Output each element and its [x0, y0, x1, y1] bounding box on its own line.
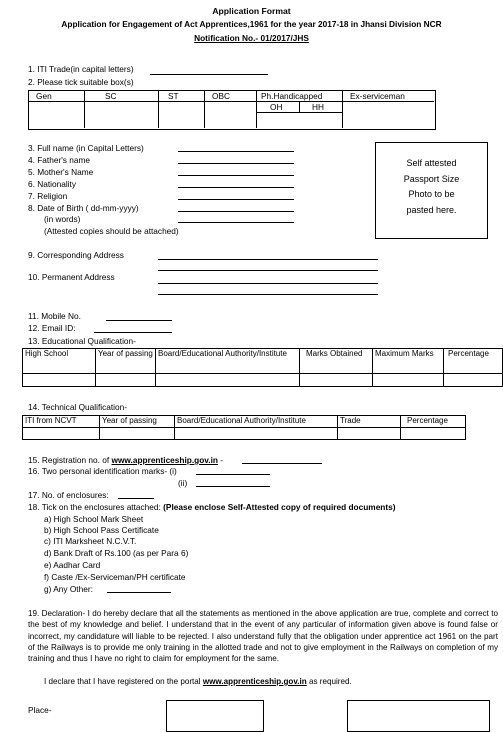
religion-field[interactable]: [178, 199, 294, 200]
mother-name-field[interactable]: [178, 175, 294, 176]
mobile-field[interactable]: [106, 320, 172, 321]
item-nationality-label: 6. Nationality: [28, 179, 76, 189]
corresponding-address-field-2[interactable]: [158, 270, 378, 271]
permanent-address-field-2[interactable]: [158, 294, 378, 295]
tech-header-board: Board/Educational Authority/Institute: [175, 416, 338, 428]
educational-qualification-table: [22, 348, 503, 387]
father-name-field[interactable]: [178, 163, 294, 164]
signature-box[interactable]: [347, 700, 490, 732]
item-registration-label: 15. Registration no. of www.apprenticeship.gov.in -: [28, 455, 224, 465]
form-subtitle: Application for Engagement of Act Apprentices,1961 for the year 2017-18 in Jhansi Division NCR: [61, 19, 442, 29]
item-enclosures-count-label: 17. No. of enclosures:: [28, 490, 109, 500]
item-permanent-address-label: 10. Permanent Address: [28, 272, 115, 282]
technical-qualification-table: [22, 415, 466, 440]
photo-box[interactable]: [375, 142, 488, 239]
enclosure-item[interactable]: d) Bank Draft of Rs.100 (as per Para 6): [44, 548, 189, 558]
edu-header-year-of-passing: Year of passing: [96, 349, 156, 374]
item-tick-box-label: 2. Please tick suitable box(s): [28, 77, 134, 87]
enclosure-item[interactable]: c) ITI Marksheet N.C.V.T.: [44, 536, 137, 546]
edu-header-marks-obtained: Marks Obtained: [300, 349, 373, 374]
edu-header-high-school: High School: [23, 349, 96, 374]
edu-header-board: Board/Educational Authority/Institute: [156, 349, 300, 374]
category-ph-oh: OH: [270, 102, 283, 112]
identification-mark-2-label: (ii): [178, 478, 188, 488]
edu-cell-year[interactable]: [96, 374, 156, 387]
nationality-field[interactable]: [178, 187, 294, 188]
photo-box-line-3: Photo to be: [408, 189, 455, 199]
form-title: Application Format: [212, 6, 291, 16]
place-label: Place-: [28, 705, 52, 715]
category-ph: Ph.Handicapped: [261, 91, 323, 101]
iti-trade-field[interactable]: [150, 74, 268, 75]
email-field[interactable]: [94, 332, 172, 333]
category-gen: Gen: [36, 91, 52, 101]
enclosure-item[interactable]: a) High School Mark Sheet: [44, 514, 144, 524]
edu-header-maximum-marks: Maximum Marks: [373, 349, 444, 374]
registration-number-field[interactable]: [242, 463, 322, 464]
registration-portal-link[interactable]: www.apprenticeship.gov.in: [111, 455, 218, 465]
photo-box-line-1: Self attested: [406, 158, 457, 168]
item-dob-label: 8. Date of Birth ( dd-mm-yyyy): [28, 203, 139, 213]
edu-cell-board[interactable]: [156, 374, 300, 387]
item-mobile-label: 11. Mobile No.: [28, 311, 81, 321]
item-educational-qualification-label: 13. Educational Qualification-: [28, 336, 136, 346]
category-sc: SC: [105, 91, 117, 101]
edu-cell-percentage[interactable]: [444, 374, 503, 387]
tech-header-year-of-passing: Year of passing: [100, 416, 175, 428]
tech-cell-percentage[interactable]: [401, 428, 466, 440]
enclosures-count-field[interactable]: [118, 498, 154, 499]
declaration-portal-link[interactable]: www.apprenticeship.gov.in: [202, 677, 307, 686]
item-technical-qualification-label: 14. Technical Qualification-: [28, 402, 128, 412]
item-enclosures-tick-label: 18. Tick on the enclosures attached: (Please enclose Self-Attested copy of required documents): [28, 502, 396, 512]
item-full-name-label: 3. Full name (in Capital Letters): [28, 143, 144, 153]
notification-number: Notification No.- 01/2017/JHS: [194, 33, 309, 43]
enclosure-item[interactable]: b) High School Pass Certificate: [44, 525, 159, 535]
footer-box-left[interactable]: [166, 700, 264, 732]
declaration-portal-statement: I declare that I have registered on the portal www.apprenticeship.gov.in as required.: [44, 677, 352, 686]
item-father-name-label: 4. Father's name: [28, 155, 90, 165]
item-identification-marks-label: 16. Two personal identification marks- (i): [28, 466, 177, 476]
tech-header-percentage: Percentage: [401, 416, 466, 428]
photo-box-line-4: pasted here.: [406, 204, 457, 215]
item-iti-trade-label: 1. ITI Trade(in capital letters): [28, 64, 134, 74]
enclosure-item[interactable]: e) Aadhar Card: [44, 560, 101, 570]
item-email-label: 12. Email ID:: [28, 323, 76, 333]
edu-cell-high-school[interactable]: [23, 374, 96, 387]
category-ex-serviceman: Ex-serviceman: [350, 91, 405, 101]
tech-header-iti: ITI from NCVT: [23, 416, 100, 428]
permanent-address-field-1[interactable]: [158, 283, 378, 284]
enclosure-item[interactable]: f) Caste /Ex-Serviceman/PH certificate: [44, 572, 186, 582]
identification-mark-1-field[interactable]: [196, 474, 270, 475]
identification-mark-2-field[interactable]: [196, 486, 270, 487]
item-religion-label: 7. Religion: [28, 191, 68, 201]
attested-note: (Attested copies should be attached): [44, 226, 179, 236]
declaration-text: 19. Declaration- I do hereby declare that all the statements as mentioned in the above application are true, complete and correct to the best of my knowledge and belief. I understand that in the event of any particular of information given above is found false or incorrect, my candidature will liable to be rejected. I also understand fully that the obligation under apprentice act 1961 on the part of the Railways is to provide me only training in the allotted trade and not to give employment in the Railways on completion of my training and thus I have no right to claim for employment for the same.: [28, 609, 498, 664]
full-name-field[interactable]: [178, 151, 294, 152]
enclosure-other-field[interactable]: [107, 592, 171, 593]
tech-header-trade: Trade: [338, 416, 401, 428]
category-obc: OBC: [212, 91, 230, 101]
tech-cell-year[interactable]: [100, 428, 175, 440]
dob-field[interactable]: [178, 211, 294, 212]
corresponding-address-field-1[interactable]: [158, 259, 378, 260]
tech-cell-iti[interactable]: [23, 428, 100, 440]
edu-cell-marks[interactable]: [300, 374, 373, 387]
edu-cell-max-marks[interactable]: [373, 374, 444, 387]
tech-cell-trade[interactable]: [338, 428, 401, 440]
enclosure-item[interactable]: g) Any Other:: [44, 584, 93, 594]
dob-words-field[interactable]: [178, 222, 294, 223]
item-mother-name-label: 5. Mother's Name: [28, 167, 94, 177]
item-corresponding-address-label: 9. Corresponding Address: [28, 250, 124, 260]
tech-cell-board[interactable]: [175, 428, 338, 440]
photo-box-line-2: Passport Size: [403, 173, 460, 184]
category-st: ST: [168, 91, 179, 101]
item-dob-words-label: (in words): [44, 214, 81, 224]
category-ph-hh: HH: [312, 102, 324, 112]
edu-header-percentage: Percentage: [444, 349, 503, 374]
